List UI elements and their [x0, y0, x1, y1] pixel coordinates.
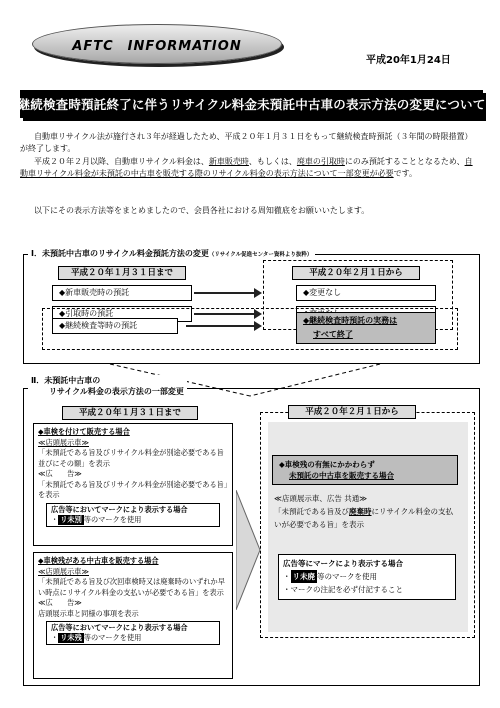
after-row-3-line-2: すべて終了 [313, 330, 353, 339]
section-2-after-header: 平成２０年２月１日から [288, 405, 416, 419]
bullet: ・ [51, 633, 59, 642]
arrow-right-icon [186, 325, 256, 327]
after-text: 「未預託である旨及び [274, 507, 349, 516]
case-2-sub-2: ≪広 告≫ [38, 598, 82, 607]
after-sub: ≪店頭展示車、広告 共通≫ [274, 494, 368, 503]
intro-emphasis: 自動車リサイクル料金が未預託の中古車を販売する際のリサイクル料金の表示方法について一部変更が必要 [20, 157, 473, 178]
after-row-3-line-1: ◆継続検査時預託の実務は [303, 316, 398, 325]
issue-date: 平成20年1月24日 [366, 55, 451, 66]
intro-paragraph-3: 以下にその表示方法等をまとめましたので、会員各社における周知徹底をお願いいたします。 [34, 206, 370, 215]
section-1-title-text: Ⅰ．未預託中古車のリサイクル料金預託方法の変更 [31, 249, 209, 258]
case-1-note-title: 広告等においてマークにより表示する場合 [51, 504, 188, 514]
logo-banner [32, 24, 282, 64]
after-text: にリサイクル料金の支払いが必要である旨」を表示 [274, 507, 453, 529]
before-row-3: ◆継続検査等時の預託 [52, 318, 178, 334]
section-1-after-header: 平成２０年２月１日から [292, 266, 420, 280]
section-1-title [28, 248, 315, 259]
section-1-before-header: 平成２０年１月３１日まで [58, 266, 186, 280]
intro-paragraph-1: 自動車リサイクル法が施行され３年が経過したため、平成２０年１月３１日をもって継続検査時預託（３年間の時限措置）が終了します。 [20, 132, 473, 153]
case-1-note [46, 503, 220, 527]
after-heading-line-2: 未預託の中古車を販売する場合 [289, 471, 394, 480]
intro-text: 平成２０年２月以降、自動車リサイクル料金は、 [34, 157, 209, 166]
case-2-note-title: 広告等においてマークにより表示する場合 [51, 623, 188, 632]
intro-text: です。 [393, 169, 417, 178]
case-2-note [46, 621, 220, 645]
after-row-1: ◆変更なし [296, 285, 436, 301]
bullet: ・ [51, 514, 59, 524]
case-2-heading: ◆車検残がある中古車を販売する場合 [38, 556, 159, 565]
after-mark: リ未廃 [292, 572, 315, 581]
case-2-text-2: 店頭展示車と同様の事項を表示 [38, 608, 139, 618]
after-heading-box [272, 455, 458, 485]
case-1-sub-2: ≪広 告≫ [38, 469, 82, 478]
intro-text: 、もしくは、 [248, 157, 297, 166]
case-1-mark: リ未別 [60, 514, 82, 524]
case-1-text-1: 「未預託である旨及びリサイクル料金が別途必要である旨並びにその額」を表示 [38, 448, 224, 468]
big-arrow-right-icon [236, 490, 262, 610]
page-title: 継続検査時預託終了に伴うリサイクル料金未預託中古車の表示方法の変更について [21, 91, 482, 117]
after-note [278, 554, 456, 600]
intro-emphasis: 新車販売時 [208, 157, 249, 166]
section-2-before-header: 平成２０年１月３１日まで [62, 406, 198, 420]
after-note-line-2: ・マークの注記を必ず付記すること [283, 585, 403, 594]
intro-paragraph-2 [20, 156, 480, 180]
case-1-heading: ◆車検を付けて販売する場合 [38, 427, 130, 436]
after-text-emphasis: 廃棄時 [349, 507, 372, 516]
case-1-note-text: 等のマークを使用 [83, 514, 142, 524]
case-2-box [33, 552, 233, 679]
arrow-right-icon [194, 292, 256, 294]
section-2-title-line-1: Ⅱ．未預託中古車の [31, 376, 101, 385]
case-2-text-1: 「未預託である旨及び次回車検時又は廃棄時のいずれか早い時点にリサイクル料金の支払いが必要である旨」を表示 [38, 577, 225, 597]
bullet: ・ [283, 572, 291, 581]
logo-text: AFTC INFORMATION [72, 38, 242, 54]
before-row-2: ◆引取時の預託 [52, 306, 192, 322]
section-2-title [28, 375, 187, 397]
intro-emphasis: 廃車の引取時 [296, 157, 345, 166]
section-1-source-note: （リサイクル促進センター資料より抜粋） [208, 252, 313, 258]
case-2-sub-1: ≪店頭展示車≫ [38, 566, 89, 576]
section-2-title-line-2: リサイクル料金の表示方法の一部変更 [49, 387, 184, 396]
after-note-text: 等のマークを使用 [317, 572, 377, 581]
intro-text: にのみ預託することとなるため、 [344, 157, 465, 166]
case-1-box [33, 423, 233, 546]
before-row-1: ◆新車販売時の預託 [52, 285, 192, 301]
after-note-title: 広告等にマークにより表示する場合 [283, 559, 403, 568]
case-1-sub-1: ≪店頭展示車≫ [38, 437, 89, 447]
case-2-mark: リ未残 [60, 633, 82, 642]
case-1-text-2: 「未預託である旨及びリサイクル料金が別途必要である旨」を表示 [38, 479, 228, 499]
after-heading-line-1: ◆車検残の有無にかかわらず [279, 460, 375, 469]
page-title-bar [17, 90, 486, 118]
after-body [274, 492, 460, 531]
case-2-note-text: 等のマークを使用 [83, 633, 142, 642]
